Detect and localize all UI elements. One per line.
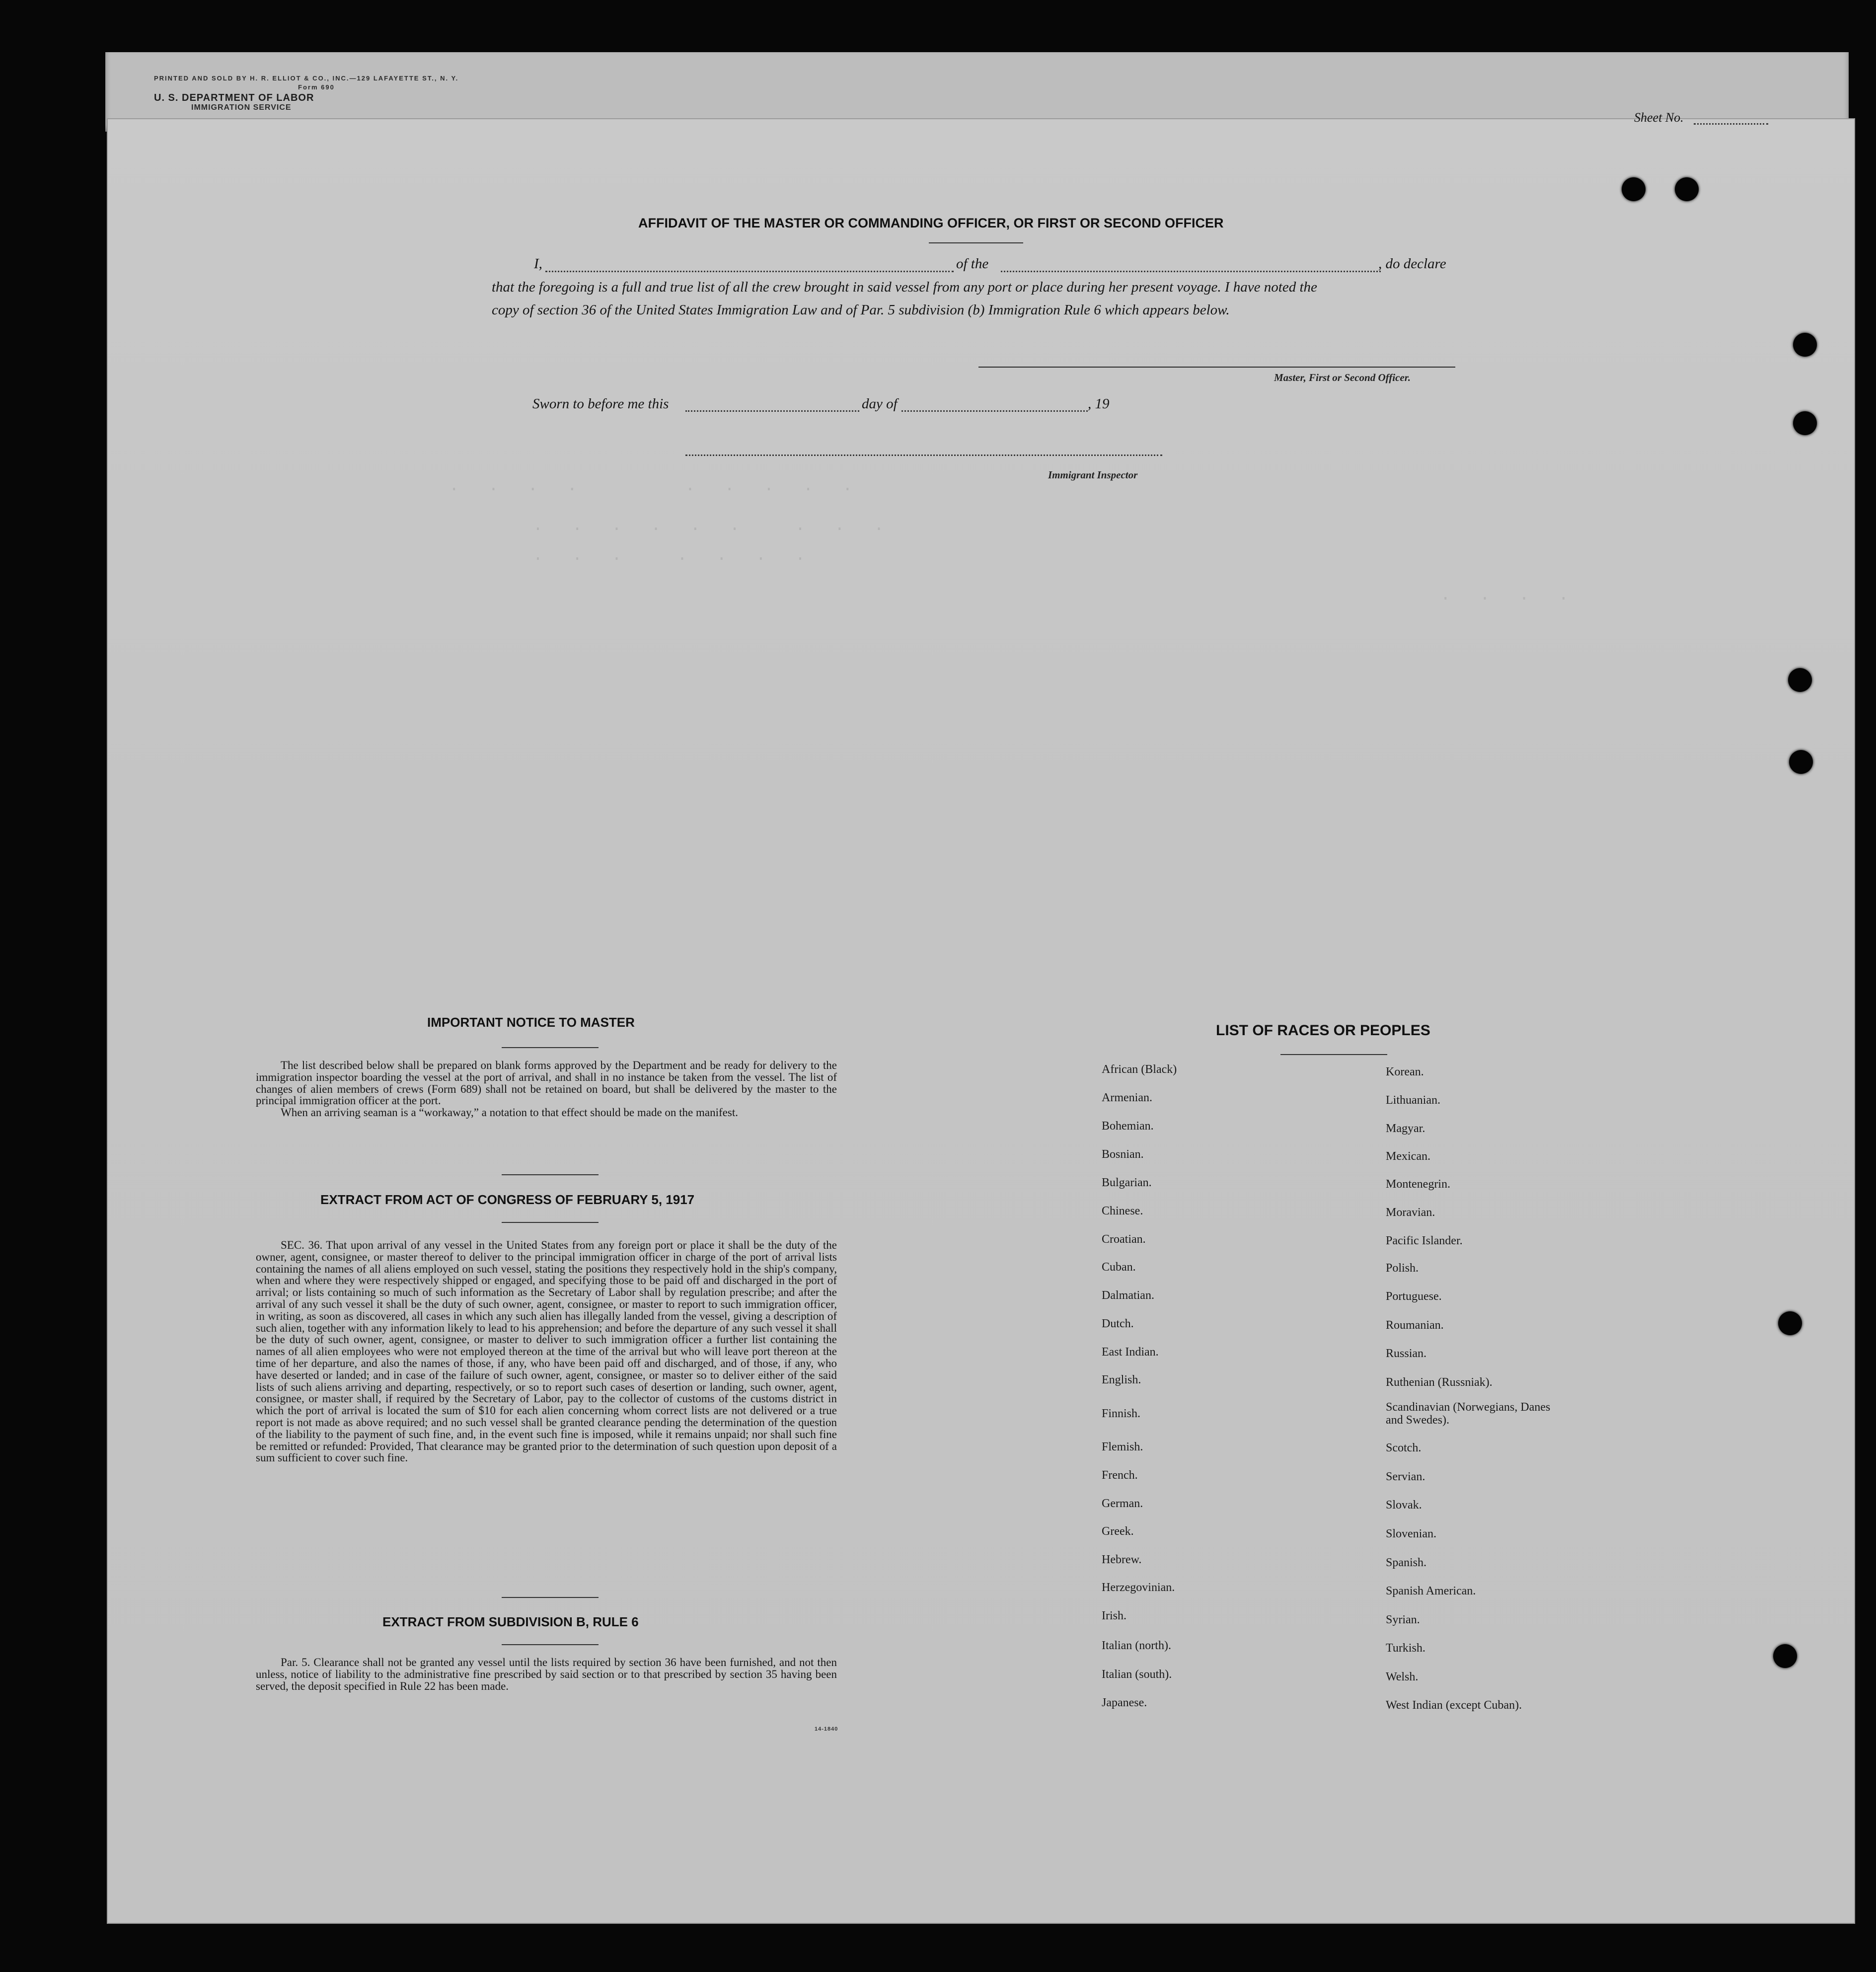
act-divider	[502, 1222, 599, 1223]
race-item: Slovak.	[1386, 1499, 1422, 1512]
punch-hole	[1788, 668, 1812, 692]
race-item: Cuban.	[1102, 1261, 1136, 1274]
affidavit-of-the: of the	[956, 256, 989, 272]
races-divider	[1280, 1054, 1387, 1055]
affidavit-line-2: that the foregoing is a full and true list of all the crew brought in said vessel from any port or place during her present voyage. I have noted the	[492, 279, 1317, 295]
act-extract-title: EXTRACT FROM ACT OF CONGRESS OF FEBRUARY 5, 1917	[320, 1192, 695, 1207]
bleed-through-text: . . . . . . .	[507, 546, 809, 565]
race-item: Bosnian.	[1102, 1148, 1144, 1161]
affidavit-declare: , do declare	[1378, 256, 1446, 272]
department-name: U. S. DEPARTMENT OF LABOR	[154, 92, 314, 103]
form-print-number: 14-1840	[815, 1726, 838, 1732]
notice-divider	[502, 1047, 599, 1048]
race-item: Syrian.	[1386, 1613, 1420, 1626]
race-item: Polish.	[1386, 1262, 1419, 1275]
race-item: Roumanian.	[1386, 1319, 1444, 1332]
race-item: Flemish.	[1102, 1441, 1143, 1453]
race-item: Spanish.	[1386, 1556, 1427, 1569]
affidavit-line-3: copy of section 36 of the United States Immigration Law and of Par. 5 subdivision (b) Immigration Rule 6 which appears below.	[492, 302, 1230, 318]
punch-hole	[1773, 1644, 1797, 1668]
race-item: Korean.	[1386, 1065, 1424, 1078]
race-item: Pacific Islander.	[1386, 1234, 1463, 1247]
notice-body	[256, 1060, 837, 1119]
race-item: Ruthenian (Russniak).	[1386, 1376, 1493, 1389]
notice-title: IMPORTANT NOTICE TO MASTER	[427, 1015, 635, 1030]
act-extract-body	[256, 1239, 837, 1464]
race-item: Finnish.	[1102, 1407, 1141, 1420]
race-item: Magyar.	[1386, 1122, 1426, 1135]
day-of-label: day of	[862, 396, 898, 412]
race-item: Italian (north).	[1102, 1639, 1171, 1652]
race-item: Montenegrin.	[1386, 1178, 1450, 1191]
race-item: Lithuanian.	[1386, 1094, 1440, 1107]
affidavit-i: I,	[534, 256, 542, 272]
race-item: Greek.	[1102, 1525, 1134, 1538]
punch-hole	[1793, 333, 1817, 357]
race-item: African (Black)	[1102, 1063, 1177, 1076]
race-item: Servian.	[1386, 1470, 1426, 1483]
punch-hole	[1778, 1311, 1802, 1335]
service-name: IMMIGRATION SERVICE	[191, 103, 292, 112]
master-name-field[interactable]	[545, 271, 954, 272]
affidavit-title: AFFIDAVIT OF THE MASTER OR COMMANDING OFFICER, OR FIRST OR SECOND OFFICER	[638, 216, 1224, 230]
race-item: Hebrew.	[1102, 1553, 1142, 1566]
race-item: English.	[1102, 1373, 1141, 1386]
rule-extract-body	[256, 1657, 837, 1692]
race-item: Herzegovinian.	[1102, 1581, 1175, 1594]
race-item: Spanish American.	[1386, 1585, 1476, 1597]
race-item: German.	[1102, 1497, 1143, 1510]
race-item: Scandinavian (Norwegians, Danes and Swedes).	[1386, 1401, 1551, 1427]
race-item: Chinese.	[1102, 1205, 1143, 1217]
race-item: Dutch.	[1102, 1317, 1134, 1330]
notice-paragraph-2: When an arriving seaman is a “workaway,” a notation to that effect should be made on the manifest.	[281, 1106, 738, 1119]
notice-paragraph-1: The list described below shall be prepared on blank forms approved by the Department and be ready for delivery to the immigration inspector boarding the vessel at the port of arrival, and shall in no instance be taken from the vessel. The list of changes of alien members of crews (Form 689) shall not be retained on board, but shall be delivered by the master to the principal immigration officer at the port.	[256, 1059, 837, 1107]
bleed-through-text: . . . . . . . . .	[318, 477, 856, 496]
sheet-no-field[interactable]	[1694, 123, 1768, 125]
punch-hole	[1622, 177, 1646, 201]
race-item: Armenian.	[1102, 1091, 1152, 1104]
section-divider	[502, 1174, 599, 1175]
race-item: Turkish.	[1386, 1642, 1426, 1655]
bleed-through-text: . . . .	[1440, 586, 1572, 605]
officer-signature-line[interactable]	[978, 367, 1455, 368]
race-item: Bohemian.	[1102, 1120, 1154, 1133]
inspector-caption: Immigrant Inspector	[1048, 469, 1138, 481]
section-divider	[502, 1597, 599, 1598]
sworn-day-field[interactable]	[685, 410, 859, 412]
race-item: Italian (south).	[1102, 1668, 1172, 1681]
printer-imprint: PRINTED AND SOLD BY H. R. ELLIOT & CO., INC.—129 LAFAYETTE ST., N. Y.	[154, 75, 459, 82]
rule-extract-title: EXTRACT FROM SUBDIVISION B, RULE 6	[382, 1614, 639, 1629]
race-item: Moravian.	[1386, 1206, 1435, 1219]
race-item: West Indian (except Cuban).	[1386, 1699, 1522, 1712]
rule-divider	[502, 1644, 599, 1645]
vessel-name-field[interactable]	[1001, 271, 1381, 272]
race-item: French.	[1102, 1469, 1138, 1482]
par-5-text: Par. 5. Clearance shall not be granted any vessel until the lists required by section 36 have been furnished, and not then unless, notice of liability to the administrative fine prescribed by said section or to that prescribed by section 35 having been served, the deposit specified in Rule 22 has been made.	[256, 1656, 837, 1692]
year-label: , 19	[1088, 396, 1110, 412]
officer-caption: Master, First or Second Officer.	[1274, 372, 1411, 383]
race-item: Portuguese.	[1386, 1290, 1442, 1303]
races-title: LIST OF RACES OR PEOPLES	[1216, 1022, 1430, 1039]
form-number: Form 690	[298, 83, 335, 91]
race-item: Japanese.	[1102, 1696, 1147, 1709]
section-36-text: SEC. 36. That upon arrival of any vessel in the United States from any foreign port or place it shall be the duty of the owner, agent, consignee, or master thereof to deliver to the principal immigration officer in charge of the port of arrival lists containing the names of all aliens employed on such vessel, stating the positions they respectively hold in the ship's company, when and where they were respectively shipped or engaged, and specifying those to be paid off and discharged in the port of arrival; or lists containing so much of such information as the Secretary of Labor shall by regulation prescribe; and after the arrival of any such vessel it shall be the duty of such owner, agent, consignee, or master to report to such immigration officer, in writing, as soon as discovered, all cases in which any such alien has illegally landed from the vessel, giving a description of such alien, together with any information likely to lead to his apprehension; and before the departure of any such vessel it shall be the duty of such owner, agent, consignee, or master to deliver to such immigration officer a further list containing the names of all alien employees who were not employed thereon at the time of the arrival but who will leave port thereon at the time of her departure, and also the names of those, if any, who have been paid off and discharged, and of those, if any, who have deserted or landed; and in case of the failure of such owner, agent, consignee, or master so to deliver either of the said lists of such aliens arriving and departing, respectively, or so to report such cases of desertion or landing, such owner, agent, consignee, or master shall, if required by the Secretary of Labor, pay to the collector of customs of the customs district in which the port of arrival is located the sum of $10 for each alien concerning whom correct lists are not delivered or a true report is not made as above required; and no such vessel shall be granted clearance pending the determination of the question of the liability to the payment of such fine, and, in the event such fine is imposed, while it remains unpaid; nor shall such fine be remitted or refunded: Provided, That clearance may be granted prior to the determination of such question upon deposit of a sum sufficient to cover such fine.	[256, 1239, 837, 1464]
punch-hole	[1793, 411, 1817, 435]
race-item: Welsh.	[1386, 1670, 1419, 1683]
sworn-month-field[interactable]	[901, 410, 1088, 412]
race-item: Mexican.	[1386, 1150, 1430, 1163]
race-item: Croatian.	[1102, 1233, 1146, 1246]
punch-hole	[1675, 177, 1699, 201]
document-page	[107, 118, 1855, 1924]
race-item: Bulgarian.	[1102, 1176, 1152, 1189]
inspector-signature-line[interactable]	[685, 455, 1162, 456]
race-item: Scotch.	[1386, 1441, 1422, 1454]
race-item: Slovenian.	[1386, 1527, 1436, 1540]
race-item: Russian.	[1386, 1347, 1427, 1360]
race-item: East Indian.	[1102, 1346, 1159, 1359]
sheet-no-label: Sheet No.	[1634, 110, 1684, 125]
title-divider	[929, 242, 1023, 243]
sworn-label: Sworn to before me this	[532, 396, 669, 412]
bleed-through-text: . . . . . . . . .	[507, 517, 887, 535]
race-item: Irish.	[1102, 1609, 1126, 1622]
race-item: Dalmatian.	[1102, 1289, 1154, 1302]
punch-hole	[1789, 750, 1813, 774]
